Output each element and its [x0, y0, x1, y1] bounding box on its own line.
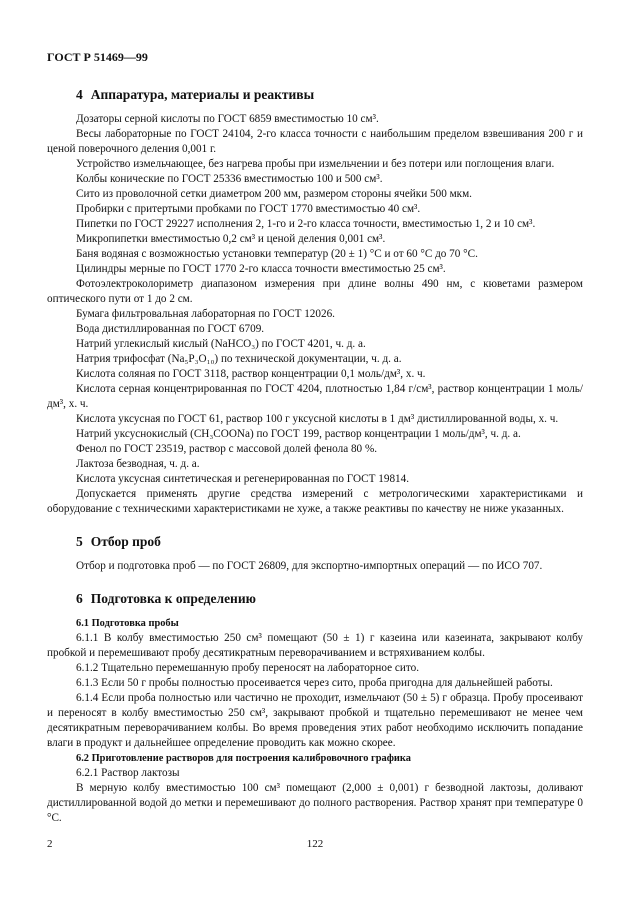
section-5-number: 5	[76, 534, 83, 549]
paragraph: 6.1.4 Если проба полностью или частично не проходит, измельчают (50 ± 5) г образца. Пробу просеивают и переносят в колбу вместимостью 250 см³, закрывают пробкой и тщательно перемешивают не менее чем десятикратным переворачиванием колбы. Во время проведения этих работ необходимо исключить попадание влаги в продукт и дальнейшее определение проводить как можно скорее.	[47, 692, 583, 749]
paragraph: Лактоза безводная, ч. д. а.	[76, 458, 200, 470]
section-spacer	[47, 574, 583, 590]
section-6-heading	[47, 590, 583, 607]
paragraph: Натрий углекислый кислый (NaHCO₃) по ГОСТ 4201, ч. д. а.	[76, 338, 366, 350]
paragraph: Пробирки с притертыми пробками по ГОСТ 1770 вместимостью 40 см³.	[76, 203, 421, 215]
paragraph: 6.2.1 Раствор лактозы	[76, 767, 180, 779]
subsection-6-2-heading: 6.2 Приготовление растворов для построения калибровочного графика	[76, 753, 411, 764]
page-number-center: 122	[306, 838, 324, 850]
section-4-title: Аппаратура, материалы и реактивы	[90, 87, 315, 102]
paragraph: Микропипетки вместимостью 0,2 см³ и ценой деления 0,001 см³.	[76, 233, 386, 245]
paragraph: 6.1.1 В колбу вместимостью 250 см³ помещают (50 ± 1) г казеина или казеината, закрывают колбу пробкой и перемешивают пробу десятикратным переворачиванием и встряхиванием колбы.	[47, 632, 583, 659]
section-6-body	[47, 616, 583, 826]
page-number-left: 2	[47, 838, 53, 850]
paragraph: Натрий уксуснокислый (CH₃COONa) по ГОСТ 199, раствор концентрации 1 моль/дм³, ч. д. а.	[76, 428, 521, 440]
section-6-title: Подготовка к определению	[90, 591, 256, 606]
document-header: ГОСТ Р 51469—99	[47, 50, 148, 64]
section-4-heading	[47, 86, 583, 103]
page-content	[47, 86, 583, 826]
section-4-body	[47, 112, 583, 517]
paragraph: В мерную колбу вместимостью 100 см³ помещают (2,000 ± 0,001) г безводной лактозы, доливают дистиллированной водой до метки и перемешивают до полного растворения. Раствор хранят при температуре 0 °С.	[47, 782, 583, 824]
section-5-title: Отбор проб	[90, 534, 161, 549]
paragraph: Фотоэлектроколориметр диапазоном измерения при длине волны 490 нм, с кюветами размером оптического пути от 1 до 2 см.	[47, 278, 583, 305]
paragraph: Кислота соляная по ГОСТ 3118, раствор концентрации 0,1 моль/дм³, х. ч.	[76, 368, 426, 380]
section-4-number: 4	[76, 87, 83, 102]
paragraph: Цилиндры мерные по ГОСТ 1770 2-го класса точности вместимостью 25 см³.	[76, 263, 446, 275]
section-spacer	[47, 517, 583, 533]
section-5-heading	[47, 533, 583, 550]
paragraph: Допускается применять другие средства измерений с метрологическими характеристиками и оборудование с техническими характеристиками не хуже, а также реактивы по качеству не ниже указанных.	[47, 488, 583, 515]
paragraph: Бумага фильтровальная лабораторная по ГОСТ 12026.	[76, 308, 335, 320]
paragraph: Баня водяная с возможностью установки температур (20 ± 1) °С и от 60 °С до 70 °С.	[76, 248, 478, 260]
subsection-6-1-heading: 6.1 Подготовка пробы	[76, 618, 179, 629]
paragraph: Сито из проволочной сетки диаметром 200 мм, размером стороны ячейки 500 мкм.	[76, 188, 472, 200]
paragraph: Весы лабораторные по ГОСТ 24104, 2-го класса точности с наибольшим пределом взвешивания 200 г и ценой поверочного деления 0,001 г.	[47, 128, 583, 155]
paragraph: Кислота уксусная по ГОСТ 61, раствор 100 г уксусной кислоты в 1 дм³ дистиллированной воды, х. ч.	[76, 413, 559, 425]
paragraph: 6.1.2 Тщательно перемешанную пробу переносят на лабораторное сито.	[76, 662, 419, 674]
paragraph: Кислота серная концентрированная по ГОСТ 4204, плотностью 1,84 г/см³, раствор концентрации 1 моль/дм³, х. ч.	[47, 383, 583, 410]
paragraph: Вода дистиллированная по ГОСТ 6709.	[76, 323, 265, 335]
section-6-number: 6	[76, 591, 83, 606]
paragraph: Дозаторы серной кислоты по ГОСТ 6859 вместимостью 10 см³.	[76, 113, 379, 125]
paragraph: Натрия трифосфат (Na₅P₃O₁₀) по технической документации, ч. д. а.	[76, 353, 402, 365]
section-5-body	[47, 559, 583, 574]
paragraph: Пипетки по ГОСТ 29227 исполнения 2, 1-го и 2-го класса точности, вместимостью 1, 2 и 10 см³.	[76, 218, 536, 230]
paragraph: Отбор и подготовка проб — по ГОСТ 26809, для экспортно-импортных операций — по ИСО 707.	[76, 560, 543, 572]
paragraph: Фенол по ГОСТ 23519, раствор с массовой долей фенола 80 %.	[76, 443, 378, 455]
paragraph: 6.1.3 Если 50 г пробы полностью просеивается через сито, проба пригодна для дальнейшей работы.	[76, 677, 553, 689]
paragraph: Кислота уксусная синтетическая и регенерированная по ГОСТ 19814.	[76, 473, 410, 485]
paragraph: Устройство измельчающее, без нагрева пробы при измельчении и без потери или поглощения влаги.	[76, 158, 555, 170]
paragraph: Колбы конические по ГОСТ 25336 вместимостью 100 и 500 см³.	[76, 173, 383, 185]
